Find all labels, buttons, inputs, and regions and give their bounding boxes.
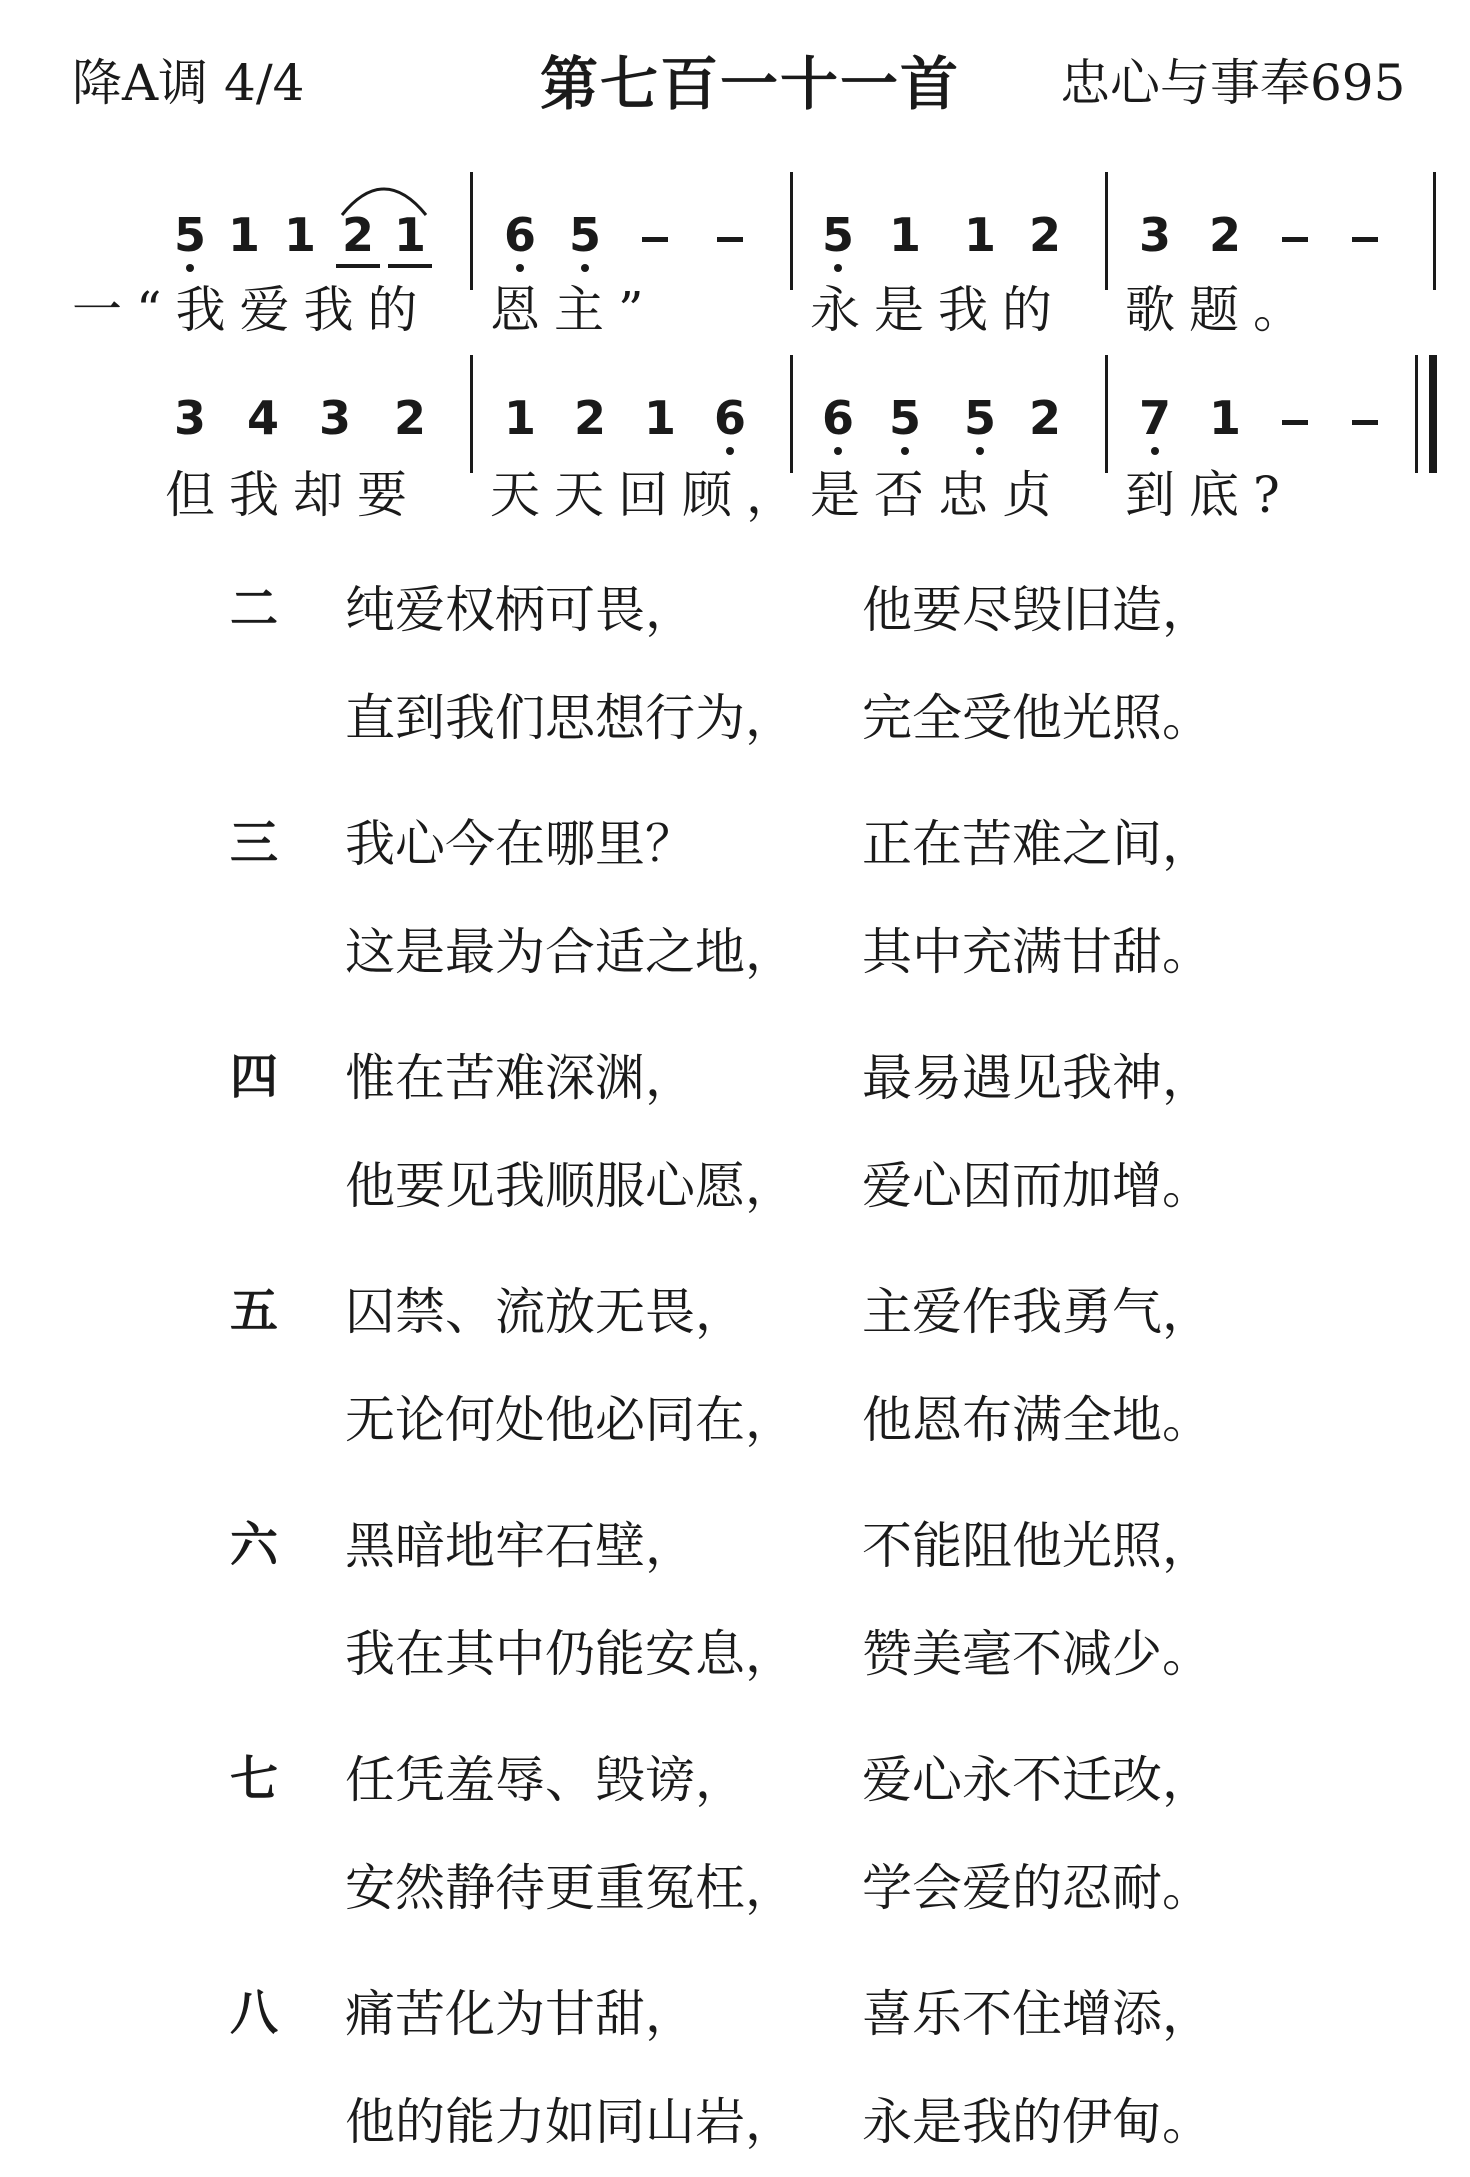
verse-line-text: 这是最为合适之地， [345, 923, 795, 981]
note: 2 [393, 391, 426, 445]
note: 3 [318, 391, 351, 445]
octave-dot-below [1151, 447, 1159, 455]
octave-dot-below [901, 447, 909, 455]
verse-line-text: 痛苦化为甘甜， [345, 1985, 695, 2043]
verse-line-text: 他要见我顺服心愿， [345, 1157, 795, 1215]
verse-number: 二 [230, 581, 279, 637]
note: 1 [888, 208, 921, 262]
note-dash [1352, 420, 1378, 425]
verse-line-text: 无论何处他必同在， [345, 1391, 795, 1449]
note: 2 [573, 391, 606, 445]
note: 2 [341, 208, 374, 262]
verse-number: 六 [230, 1517, 279, 1573]
verse-line-text: 正在苦难之间， [862, 815, 1212, 873]
verse-line-text: 爱心因而加增。 [862, 1157, 1212, 1215]
barline [1415, 355, 1418, 473]
note: 7 [1138, 391, 1171, 445]
note: 2 [1028, 208, 1061, 262]
octave-dot-below [186, 264, 194, 272]
verse-number: 三 [230, 815, 279, 871]
verse-line-text: 惟在苦难深渊， [345, 1049, 695, 1107]
lyric-segment: 歌题。 [1125, 281, 1317, 339]
verse-line-text: 爱心永不迁改， [862, 1751, 1212, 1809]
note-dash [1282, 420, 1308, 425]
lyric-segment: 一“我爱我的 [72, 281, 432, 339]
note: 1 [283, 208, 316, 262]
lyric-segment: 天天回顾， [490, 466, 810, 524]
verse-line-text: 任凭羞辱、毁谤， [345, 1751, 745, 1809]
octave-dot-below [726, 447, 734, 455]
octave-dot-below [516, 264, 524, 272]
verse-line-text: 他的能力如同山岩， [345, 2093, 795, 2151]
note: 1 [963, 208, 996, 262]
note: 3 [1138, 208, 1171, 262]
verse-number: 四 [230, 1049, 279, 1105]
verse-line-text: 囚禁、流放无畏， [345, 1283, 745, 1341]
note: 5 [173, 208, 206, 262]
slur-mark [340, 177, 428, 217]
barline [1105, 172, 1108, 290]
verse-number: 五 [230, 1283, 279, 1339]
music-score [0, 0, 1470, 560]
octave-dot-below [976, 447, 984, 455]
verse-line-text: 直到我们思想行为， [345, 689, 795, 747]
note: 5 [568, 208, 601, 262]
key-signature: 降A调 4/4 [72, 54, 305, 112]
verse-line-text: 其中充满甘甜。 [862, 923, 1212, 981]
octave-dot-below [581, 264, 589, 272]
lyric-segment: 永是我的 [810, 281, 1066, 339]
note: 2 [1028, 391, 1061, 445]
note: 5 [821, 208, 854, 262]
barline [1433, 172, 1436, 290]
hymn-source: 忠心与事奉695 [1060, 54, 1406, 112]
barline [470, 172, 473, 290]
final-barline [1429, 355, 1437, 473]
verse-line-text: 赞美毫不减少。 [862, 1625, 1212, 1683]
barline [790, 172, 793, 290]
note: 5 [963, 391, 996, 445]
octave-dot-below [834, 264, 842, 272]
verse-number: 七 [230, 1751, 279, 1807]
lyric-segment: 是否忠贞 [810, 466, 1066, 524]
note: 1 [643, 391, 676, 445]
note-dash [1352, 237, 1378, 242]
verse-line-text: 安然静待更重冤枉， [345, 1859, 795, 1917]
verse-number: 八 [230, 1985, 279, 2041]
eighth-note-underline [336, 264, 380, 268]
note: 3 [173, 391, 206, 445]
note: 1 [503, 391, 536, 445]
verse-line-text: 喜乐不住增添， [862, 1985, 1212, 2043]
lyric-segment: 但我却要 [165, 466, 421, 524]
verse-line-text: 最易遇见我神， [862, 1049, 1212, 1107]
verse-line-text: 永是我的伊甸。 [862, 2093, 1212, 2151]
verse-line-text: 他恩布满全地。 [862, 1391, 1212, 1449]
verse-line-text: 我心今在哪里？ [345, 815, 695, 873]
verse-line-text: 学会爱的忍耐。 [862, 1859, 1212, 1917]
note-dash [717, 237, 743, 242]
lyric-segment: 到底? [1125, 466, 1294, 524]
octave-dot-below [834, 447, 842, 455]
note: 6 [713, 391, 746, 445]
verse-line-text: 完全受他光照。 [862, 689, 1212, 747]
barline [470, 355, 473, 473]
verse-line-text: 他要尽毁旧造， [862, 581, 1212, 639]
lyric-segment: 恩主” [490, 281, 658, 339]
note: 6 [503, 208, 536, 262]
verse-line-text: 纯爱权柄可畏， [345, 581, 695, 639]
eighth-note-underline [388, 264, 432, 268]
note: 5 [888, 391, 921, 445]
note: 2 [1208, 208, 1241, 262]
verse-line-text: 我在其中仍能安息， [345, 1625, 795, 1683]
barline [1105, 355, 1108, 473]
note: 1 [393, 208, 426, 262]
note: 6 [821, 391, 854, 445]
hymn-title: 第七百一十一首 [540, 50, 961, 118]
verse-line-text: 主爱作我勇气， [862, 1283, 1212, 1341]
note-dash [1282, 237, 1308, 242]
verse-line-text: 黑暗地牢石壁， [345, 1517, 695, 1575]
note-dash [642, 237, 668, 242]
verse-line-text: 不能阻他光照， [862, 1517, 1212, 1575]
note: 1 [227, 208, 260, 262]
barline [790, 355, 793, 473]
note: 4 [246, 391, 279, 445]
note: 1 [1208, 391, 1241, 445]
